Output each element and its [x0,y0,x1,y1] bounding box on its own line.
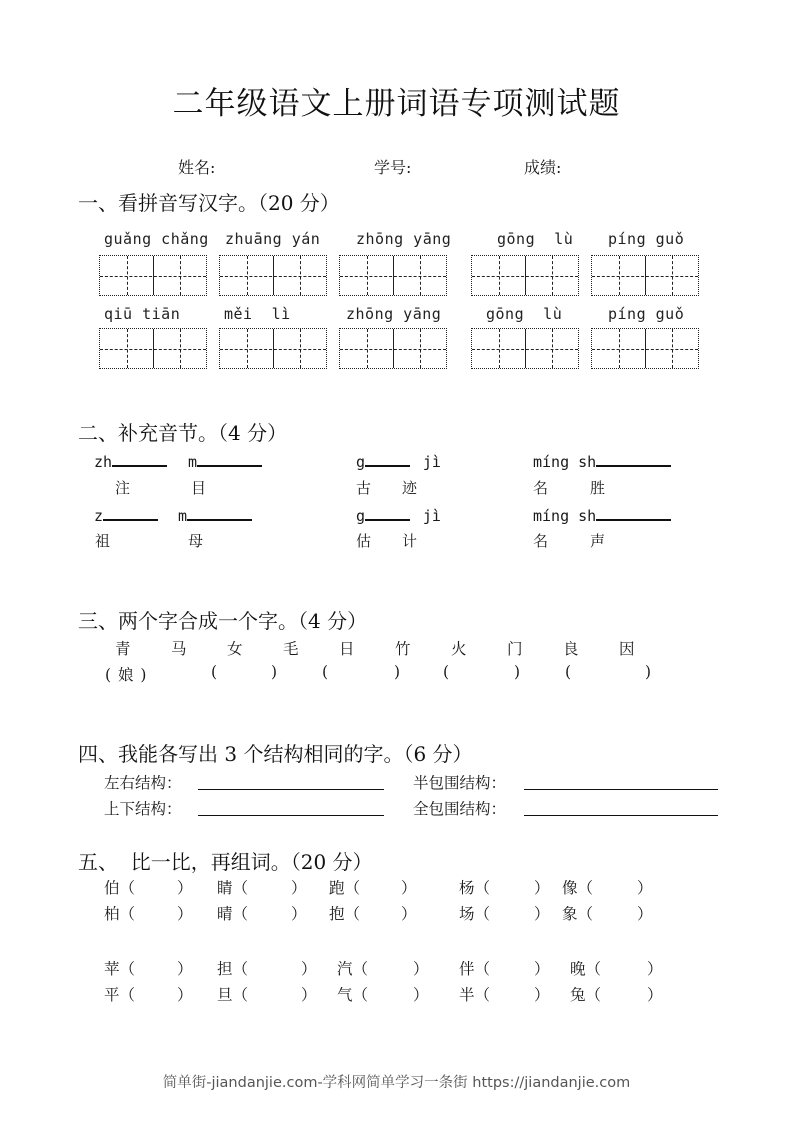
compare-char[interactable]: 兔（ [570,986,602,1004]
compare-char[interactable]: 晚（ [570,960,602,978]
component-char: 女 [227,640,243,658]
hanzi: 计 [402,532,418,550]
section3-heading: 三、两个字合成一个字。（4 分） [78,609,368,633]
answer-blank[interactable] [596,505,671,521]
syllable-item [356,451,441,471]
hanzi: 注 [115,479,131,497]
compare-char[interactable]: 睛（ [217,879,249,897]
compare-char[interactable]: 气（ [337,986,369,1004]
writing-grid[interactable] [591,255,699,296]
pinyin-label: gōng lù [497,230,574,248]
compare-char[interactable]: 平（ [104,986,136,1004]
paren-close: ） [291,879,307,897]
structure-label: 全包围结构： [413,800,507,818]
paren-close: ） [301,986,317,1004]
answer-paren-open[interactable]: ( [211,663,218,681]
paren-close: ） [534,879,550,897]
syllable-prefix: g [356,453,366,471]
answer-paren-close: ) [394,663,401,681]
hanzi: 祖 [95,532,111,550]
syllable-prefix: zh [94,453,113,471]
pinyin-label: píng guǒ [608,305,685,323]
answer-blank[interactable] [112,451,167,467]
compare-char[interactable]: 汽（ [337,960,369,978]
hanzi: 目 [191,479,207,497]
section1-heading: 一、看拼音写汉字。（20 分） [78,191,340,215]
answer-paren-open[interactable]: ( [443,663,450,681]
syllable-item [356,505,441,525]
syllable-item [533,451,671,471]
pinyin-label: qiū tiān [104,305,181,323]
component-char: 门 [507,640,523,658]
hanzi: 估 [356,532,372,550]
syllable-prefix: m [178,507,188,525]
writing-grid[interactable] [471,255,579,296]
score-label: 成绩: [524,158,562,177]
pinyin-label: zhōng yāng [346,305,442,323]
hanzi: 古 [356,479,372,497]
hanzi: 名 [533,532,549,550]
paren-close: ） [647,986,663,1004]
syllable-prefix: z [94,507,104,525]
answer-paren-close: ) [645,663,652,681]
paren-close: ） [637,905,653,923]
name-label: 姓名: [178,158,216,177]
answer-blank[interactable] [197,451,262,467]
page-title: 二年级语文上册词语专项测试题 [172,86,621,122]
paren-close: ） [401,905,417,923]
syllable-item [178,505,252,525]
student-id-label: 学号: [374,158,412,177]
paren-close: ） [534,986,550,1004]
component-char: 马 [171,640,187,658]
syllable-suffix: jì [422,453,441,471]
syllable-prefix: g [356,507,366,525]
compare-char[interactable]: 抱（ [329,905,361,923]
structure-label: 左右结构： [104,774,182,792]
footer-watermark: 简单街-jiandanjie.com-学科网简单学习一条街 https://jiandanjie.com [162,1075,631,1091]
compare-char[interactable]: 象（ [562,905,594,923]
compare-char[interactable]: 旦（ [217,986,249,1004]
component-char: 因 [619,640,635,658]
component-char: 青 [115,640,131,658]
pinyin-label: zhōng yāng [356,230,452,248]
paren-close: ） [534,960,550,978]
answer-blank[interactable] [187,505,252,521]
paren-close: ） [401,879,417,897]
paren-close: ） [177,960,193,978]
example-answer: ( 娘 ) [105,666,147,684]
compare-char[interactable]: 半（ [459,986,491,1004]
syllable-item [94,505,158,525]
syllable-item [94,451,167,471]
writing-grid[interactable] [471,328,579,369]
answer-line[interactable] [198,815,384,816]
answer-blank[interactable] [365,505,410,521]
compare-char[interactable]: 晴（ [217,905,249,923]
component-char: 竹 [395,640,411,658]
structure-label: 上下结构： [104,800,182,818]
paren-close: ） [647,960,663,978]
pinyin-label: guǎng chǎng [104,230,209,248]
answer-line[interactable] [524,815,718,816]
writing-grid[interactable] [339,328,447,369]
answer-blank[interactable] [596,451,671,467]
section2-heading: 二、补充音节。（4 分） [78,421,288,445]
hanzi: 母 [188,532,204,550]
component-char: 良 [563,640,579,658]
structure-label: 半包围结构： [413,774,507,792]
syllable-item [188,451,262,471]
hanzi: 名 [533,479,549,497]
component-char: 日 [339,640,355,658]
compare-char[interactable]: 跑（ [329,879,361,897]
writing-grid[interactable] [339,255,447,296]
compare-char[interactable]: 伴（ [459,960,491,978]
paren-close: ） [291,905,307,923]
answer-blank[interactable] [103,505,158,521]
paren-close: ） [301,960,317,978]
pinyin-label: zhuāng yán [225,230,321,248]
answer-paren-close: ) [514,663,521,681]
paren-close: ） [413,986,429,1004]
section4-heading: 四、我能各写出 3 个结构相同的字。（6 分） [78,742,473,766]
paren-close: ） [534,905,550,923]
syllable-item [533,505,671,525]
paren-close: ） [177,905,193,923]
pinyin-label: měi lì [224,305,291,323]
compare-char[interactable]: 杨（ [459,879,491,897]
pinyin-label: gōng lù [486,305,563,323]
syllable-prefix: m [188,453,198,471]
writing-grid[interactable] [591,328,699,369]
answer-line[interactable] [198,789,384,790]
answer-paren-open[interactable]: ( [322,663,329,681]
component-char: 火 [451,640,467,658]
paren-close: ） [637,879,653,897]
answer-paren-close: ) [271,663,278,681]
answer-blank[interactable] [365,451,410,467]
writing-grid[interactable] [219,328,327,369]
compare-char[interactable]: 像（ [562,879,594,897]
writing-grid[interactable] [99,328,207,369]
hanzi: 迹 [402,479,418,497]
paren-close: ） [177,986,193,1004]
answer-paren-open[interactable]: ( [565,663,572,681]
compare-char[interactable]: 伯（ [104,879,136,897]
paren-close: ） [177,879,193,897]
compare-char[interactable]: 担（ [217,960,249,978]
syllable-prefix: míng sh [533,453,597,471]
hanzi: 胜 [590,479,606,497]
writing-grid[interactable] [219,255,327,296]
syllable-suffix: jì [422,507,441,525]
component-char: 毛 [283,640,299,658]
writing-grid[interactable] [99,255,207,296]
pinyin-label: píng guǒ [608,230,685,248]
compare-char[interactable]: 场（ [459,905,491,923]
compare-char[interactable]: 柏（ [104,905,136,923]
section5-heading: 五、 比一比，再组词。（20 分） [78,850,373,874]
hanzi: 声 [590,532,606,550]
answer-line[interactable] [524,789,718,790]
syllable-prefix: míng sh [533,507,597,525]
compare-char[interactable]: 苹（ [104,960,136,978]
paren-close: ） [413,960,429,978]
